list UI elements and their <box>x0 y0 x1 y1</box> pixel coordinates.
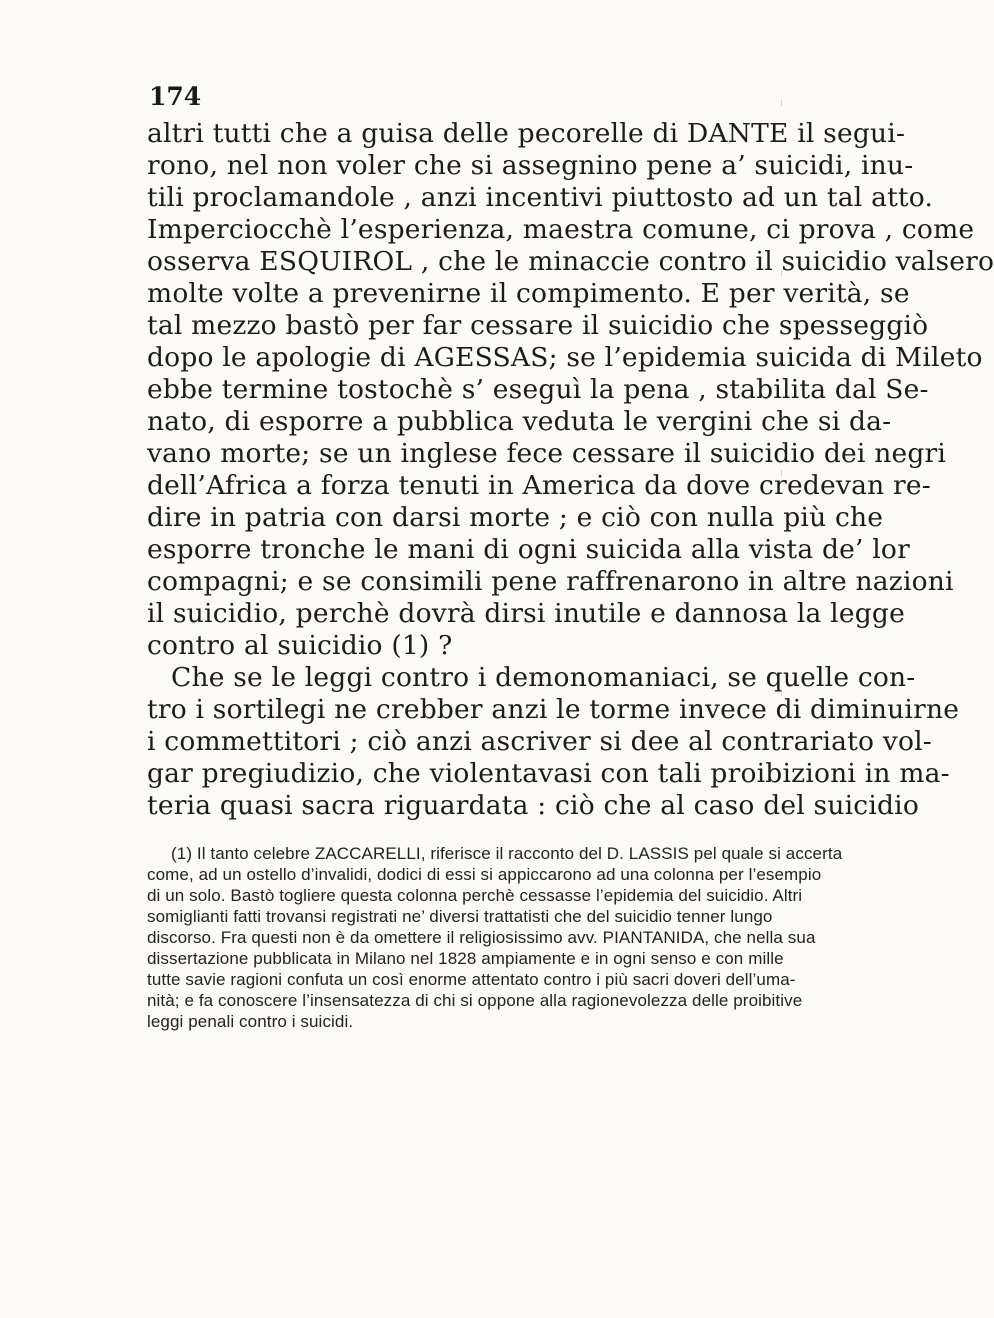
page-number: 174 <box>149 82 202 111</box>
footnote-line: somiglianti fatti trovansi registrati ne’ diversi trattatisti che del suicidio tenner lungo <box>147 907 773 926</box>
footnote-line: nità; e fa conoscere l’insensatezza di chi si oppone alla ragionevolezza delle proibitive <box>147 991 803 1010</box>
text-line: nato, di esporre a pubblica veduta le vergini che si da- <box>147 406 892 437</box>
text-line: Che se le leggi contro i demonomaniaci, se quelle con- <box>171 662 916 693</box>
edge-mark <box>781 690 790 696</box>
edge-mark <box>781 270 790 276</box>
footnote-line: tutte savie ragioni confuta un così enorme attentato contro i più sacri doveri dell’uma- <box>147 970 796 989</box>
text-line: vano morte; se un inglese fece cessare il suicidio dei negri <box>147 438 947 469</box>
footnote-line: leggi penali contro i suicidi. <box>147 1012 354 1031</box>
text-line: ebbe termine tostochè s’ eseguì la pena , stabilita dal Se- <box>147 374 929 405</box>
text-line: contro al suicidio (1) ? <box>147 630 453 661</box>
footnote-line: come, ad un ostello d’invalidi, dodici di essi si appiccarono ad una colonna per l’esempio <box>147 865 822 884</box>
text-line: dire in patria con darsi morte ; e ciò con nulla più che <box>147 502 884 533</box>
text-line: esporre tronche le mani di ogni suicida alla vista de’ lor <box>147 534 910 565</box>
text-line: tal mezzo bastò per far cessare il suicidio che spesseggiò <box>147 310 929 341</box>
text-line: teria quasi sacra riguardata : ciò che al caso del suicidio <box>147 790 920 821</box>
footnote-line: di un solo. Bastò togliere questa colonna perchè cessasse l’epidemia del suicidio. Altri <box>147 886 803 905</box>
edge-mark <box>781 470 790 476</box>
footnote-line: dissertazione pubblicata in Milano nel 1828 ampiamente e in ogni senso e con mille <box>147 949 784 968</box>
footnote-line: (1) Il tanto celebre ZACCARELLI, riferisce il racconto del D. LASSIS pel quale si accerta <box>171 844 843 863</box>
text-line: altri tutti che a guisa delle pecorelle di DANTE il segui- <box>147 118 906 149</box>
text-line: rono, nel non voler che si assegnino pene a’ suicidi, inu- <box>147 150 914 181</box>
text-line: gar pregiudizio, che violentavasi con tali proibizioni in ma- <box>147 758 950 789</box>
text-line: il suicidio, perchè dovrà dirsi inutile e dannosa la legge <box>147 598 905 629</box>
footnote-line: discorso. Fra questi non è da omettere il religiosissimo avv. PIANTANIDA, che nella sua <box>147 928 816 947</box>
text-line: tro i sortilegi ne crebber anzi le torme invece di diminuirne <box>147 694 960 725</box>
text-line: dell’Africa a forza tenuti in America da dove credevan re- <box>147 470 931 501</box>
text-line: molte volte a prevenirne il compimento. E per verità, se <box>147 278 910 309</box>
text-line: osserva ESQUIROL , che le minaccie contro il suicidio valsero <box>147 246 994 277</box>
text-line: Imperciocchè l’esperienza, maestra comune, ci prova , come <box>147 214 975 245</box>
text-line: tili proclamandole , anzi incentivi piuttosto ad un tal atto. <box>147 182 934 213</box>
text-line: i commettitori ; ciò anzi ascriver si dee al contrariato vol- <box>147 726 932 757</box>
text-line: compagni; e se consimili pene raffrenarono in altre nazioni <box>147 566 954 597</box>
edge-mark <box>781 100 790 106</box>
page-edge-shadow <box>770 90 800 1290</box>
text-line: dopo le apologie di AGESSAS; se l’epidemia suicida di Mileto <box>147 342 983 373</box>
